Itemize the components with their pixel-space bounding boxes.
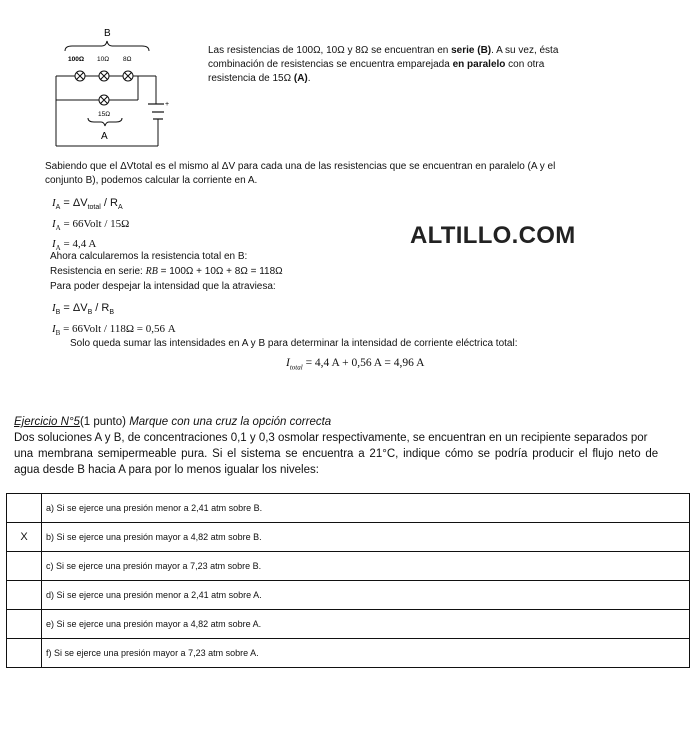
- option-text: f) Si se ejerce una presión mayor a 7,23 atm sobre A.: [42, 639, 690, 668]
- explanation-line-1: Sabiendo que el ΔVtotal es el mismo al ΔV para cada una de las resistencias que se encuentran en paralelo (A y el: [45, 161, 556, 172]
- brace-b: [65, 41, 149, 51]
- option-text: b) Si se ejerce una presión mayor a 4,82 atm sobre B.: [42, 523, 690, 552]
- eq-a-line-2: $I_A$ = 66Volt / 15Ω: [52, 218, 130, 233]
- explanation-line-2: conjunto B), podemos calcular la corriente en A.: [45, 175, 258, 186]
- option-mark[interactable]: [7, 581, 42, 610]
- current-a-equations: [52, 195, 129, 257]
- intro-line-3: resistencia de 15Ω (A).: [208, 73, 311, 84]
- option-row-f[interactable]: [7, 639, 690, 668]
- option-row-d[interactable]: [7, 581, 690, 610]
- exercise-line-3: agua desde B hacia A para por lo menos igualar los niveles:: [14, 464, 319, 476]
- option-row-a[interactable]: [7, 494, 690, 523]
- battery-icon: [148, 104, 164, 119]
- resistor-label-100: 100Ω: [68, 56, 85, 63]
- resistor-15-icon: [99, 95, 109, 105]
- resistor-label-8: 8Ω: [123, 56, 132, 63]
- resistor-10-icon: [99, 71, 109, 81]
- total-equation: $I_{total} = 4,4$ A + 0,56 A = 4,96 A: [286, 357, 425, 372]
- eq-a-line-1: $I_A = \Delta V_{total} / R_A$: [52, 197, 123, 212]
- group-label-a: A: [101, 131, 108, 142]
- resistor-label-10: 10Ω: [97, 56, 110, 63]
- option-text: c) Si se ejerce una presión mayor a 7,23 atm sobre B.: [42, 552, 690, 581]
- calc-b-line-2: Resistencia en serie: RB = 100Ω + 10Ω + 8Ω = 118Ω: [50, 266, 283, 277]
- exercise-line-1: Dos soluciones A y B, de concentraciones 0,1 y 0,3 osmolar respectivamente, se encuentran en un recipiente separados por: [14, 432, 648, 444]
- option-row-e[interactable]: [7, 610, 690, 639]
- option-row-b[interactable]: [7, 523, 690, 552]
- group-label-b: B: [104, 28, 111, 39]
- intro-line-1: Las resistencias de 100Ω, 10Ω y 8Ω se encuentran en serie (B). A su vez, ésta: [208, 45, 559, 56]
- options-table: [6, 493, 690, 668]
- explanation-paragraph: [45, 160, 665, 188]
- option-text: a) Si se ejerce una presión menor a 2,41 atm sobre B.: [42, 494, 690, 523]
- option-mark[interactable]: [7, 552, 42, 581]
- eq-b-line-2: $I_B$ = 66Volt / 118Ω = 0,56 A: [52, 323, 176, 338]
- calc-b-line-3: Para poder despejar la intensidad que la atraviesa:: [50, 281, 276, 292]
- intro-text: [208, 44, 628, 86]
- calc-b-line-1: Ahora calcularemos la resistencia total en B:: [50, 251, 248, 262]
- resistor-8-icon: [123, 71, 133, 81]
- current-b-equations: [52, 300, 176, 341]
- battery-plus: +: [165, 101, 170, 108]
- resistance-b-calculation: [50, 249, 283, 294]
- eq-a-line-3: $I_A = 4,4$ A: [52, 238, 97, 253]
- option-mark[interactable]: [7, 610, 42, 639]
- watermark-logo: ALTILLO.COM: [410, 222, 576, 249]
- resistor-label-15: 15Ω: [98, 111, 111, 118]
- exercise-line-2: una membrana semipermeable pura. Si el sistema se encuentra a 21°C, indique cómo se podría producir el flujo neto de: [14, 448, 659, 460]
- option-text: d) Si se ejerce una presión menor a 2,41 atm sobre A.: [42, 581, 690, 610]
- resistor-100-icon: [75, 71, 85, 81]
- total-sentence: Solo queda sumar las intensidades en A y B para determinar la intensidad de corriente eléctrica total:: [70, 338, 518, 349]
- option-mark[interactable]: [7, 494, 42, 523]
- option-row-c[interactable]: [7, 552, 690, 581]
- exercise-heading: Ejercicio N°5(1 punto) Marque con una cruz la opción correcta: [14, 416, 332, 428]
- eq-b-line-1: $I_B = \Delta V_B / R_B$: [52, 302, 115, 317]
- intro-line-2: combinación de resistencias se encuentra emparejada en paralelo con otra: [208, 59, 545, 70]
- brace-a: [88, 118, 122, 126]
- exercise-block: [14, 414, 690, 478]
- option-mark[interactable]: [7, 639, 42, 668]
- option-mark[interactable]: X: [7, 523, 42, 552]
- option-text: e) Si se ejerce una presión mayor a 4,82 atm sobre A.: [42, 610, 690, 639]
- circuit-diagram: [50, 22, 180, 147]
